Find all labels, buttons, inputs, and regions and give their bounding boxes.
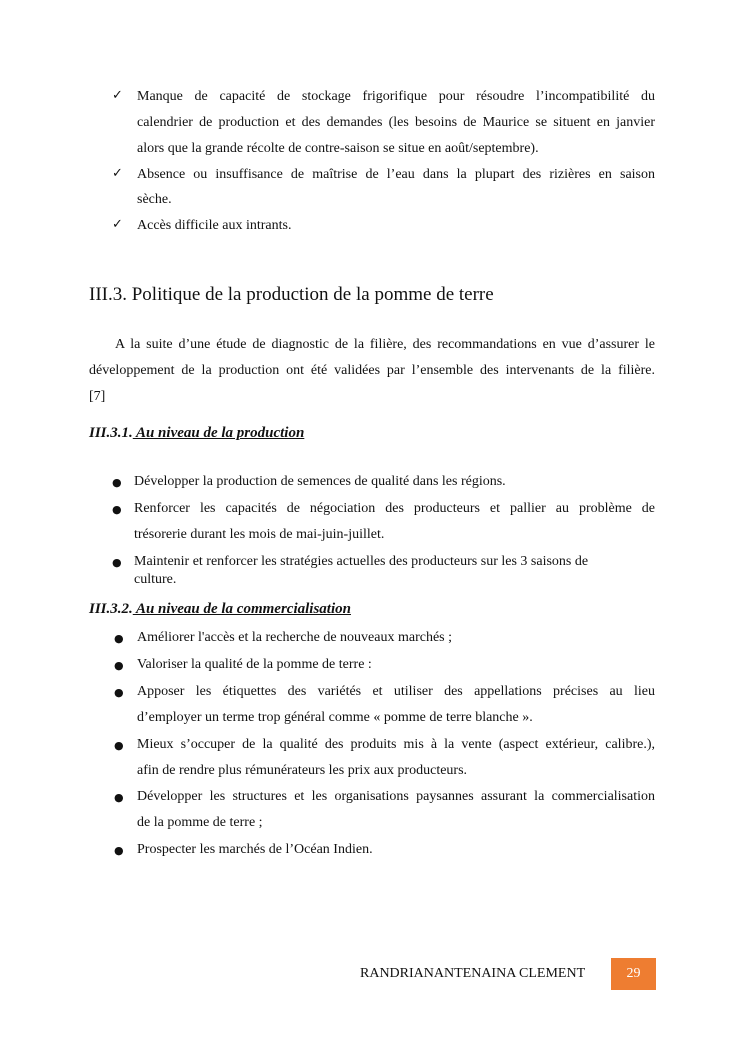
section-title: III.3. Politique de la production de la pomme de terre [89,284,494,305]
footer-author: RANDRIANANTENAINA CLEMENT [360,966,586,981]
list-item: Améliorer l'accès et la recherche de nouveaux marchés ; [137,630,453,645]
list-item-continuation: de la pomme de terre ; [137,815,263,830]
list-item: Valoriser la qualité de la pomme de terre : [137,657,372,672]
bullet-icon: ● [114,844,124,857]
subsection-title: Au niveau de la production [132,425,305,441]
list-item-continuation: afin de rendre plus rémunérateurs les prix aux producteurs. [137,763,468,778]
bullet-icon: ● [114,686,124,699]
paragraph-line: [7] [89,389,106,404]
subsection-title: Au niveau de la commercialisation [132,601,351,617]
checkmark-icon: ✓ [112,88,123,103]
bullet-icon: ● [114,791,124,804]
subsection-number: III.3.1. [89,425,133,441]
subsection-heading-production [89,425,304,442]
page-number: 29 [626,966,641,981]
list-item-continuation: d’employer un terme trop général comme « pomme de terre blanche ». [137,710,533,725]
list-item: Maintenir et renforcer les stratégies actuelles des producteurs sur les 3 saisons de [134,554,589,569]
bullet-icon: ● [112,503,122,516]
checklist-line: Accès difficile aux intrants. [137,218,292,233]
list-item-continuation: trésorerie durant les mois de mai-juin-juillet. [134,527,385,542]
bullet-icon: ● [114,659,124,672]
list-item: Prospecter les marchés de l’Océan Indien. [137,842,373,857]
checkmark-icon: ✓ [112,217,123,232]
checkmark-icon: ✓ [112,166,123,181]
list-item: Renforcer les capacités de négociation des producteurs et pallier au problème de [134,501,655,516]
bullet-icon: ● [112,476,122,489]
paragraph-line: développement de la production ont été validées par l’ensemble des intervenants de la filière. [89,363,655,378]
paragraph-line: A la suite d’une étude de diagnostic de la filière, des recommandations en vue d’assurer le [115,337,655,352]
bullet-icon: ● [114,632,124,645]
bullet-icon: ● [112,556,122,569]
checklist-line: Absence ou insuffisance de maîtrise de l’eau dans la plupart des rizières en saison [137,167,655,182]
page-number-badge [611,958,656,990]
list-item: Développer les structures et les organisations paysannes assurant la commercialisation [137,789,655,804]
subsection-heading-commercialisation [89,601,351,618]
bullet-icon: ● [114,739,124,752]
checklist-line: sèche. [137,192,172,207]
list-item: Apposer les étiquettes des variétés et utiliser des appellations précises au lieu [137,684,655,699]
checklist-line: Manque de capacité de stockage frigorifique pour résoudre l’incompatibilité du [137,89,655,104]
list-item: Développer la production de semences de qualité dans les régions. [134,474,506,489]
checklist-line: alors que la grande récolte de contre-saison se situe en août/septembre). [137,141,539,156]
list-item-continuation: culture. [134,572,177,587]
list-item: Mieux s’occuper de la qualité des produits mis à la vente (aspect extérieur, calibre.), [137,737,655,752]
subsection-number: III.3.2. [89,601,133,617]
checklist-line: calendrier de production et des demandes (les besoins de Maurice se situent en janvier [137,115,655,130]
